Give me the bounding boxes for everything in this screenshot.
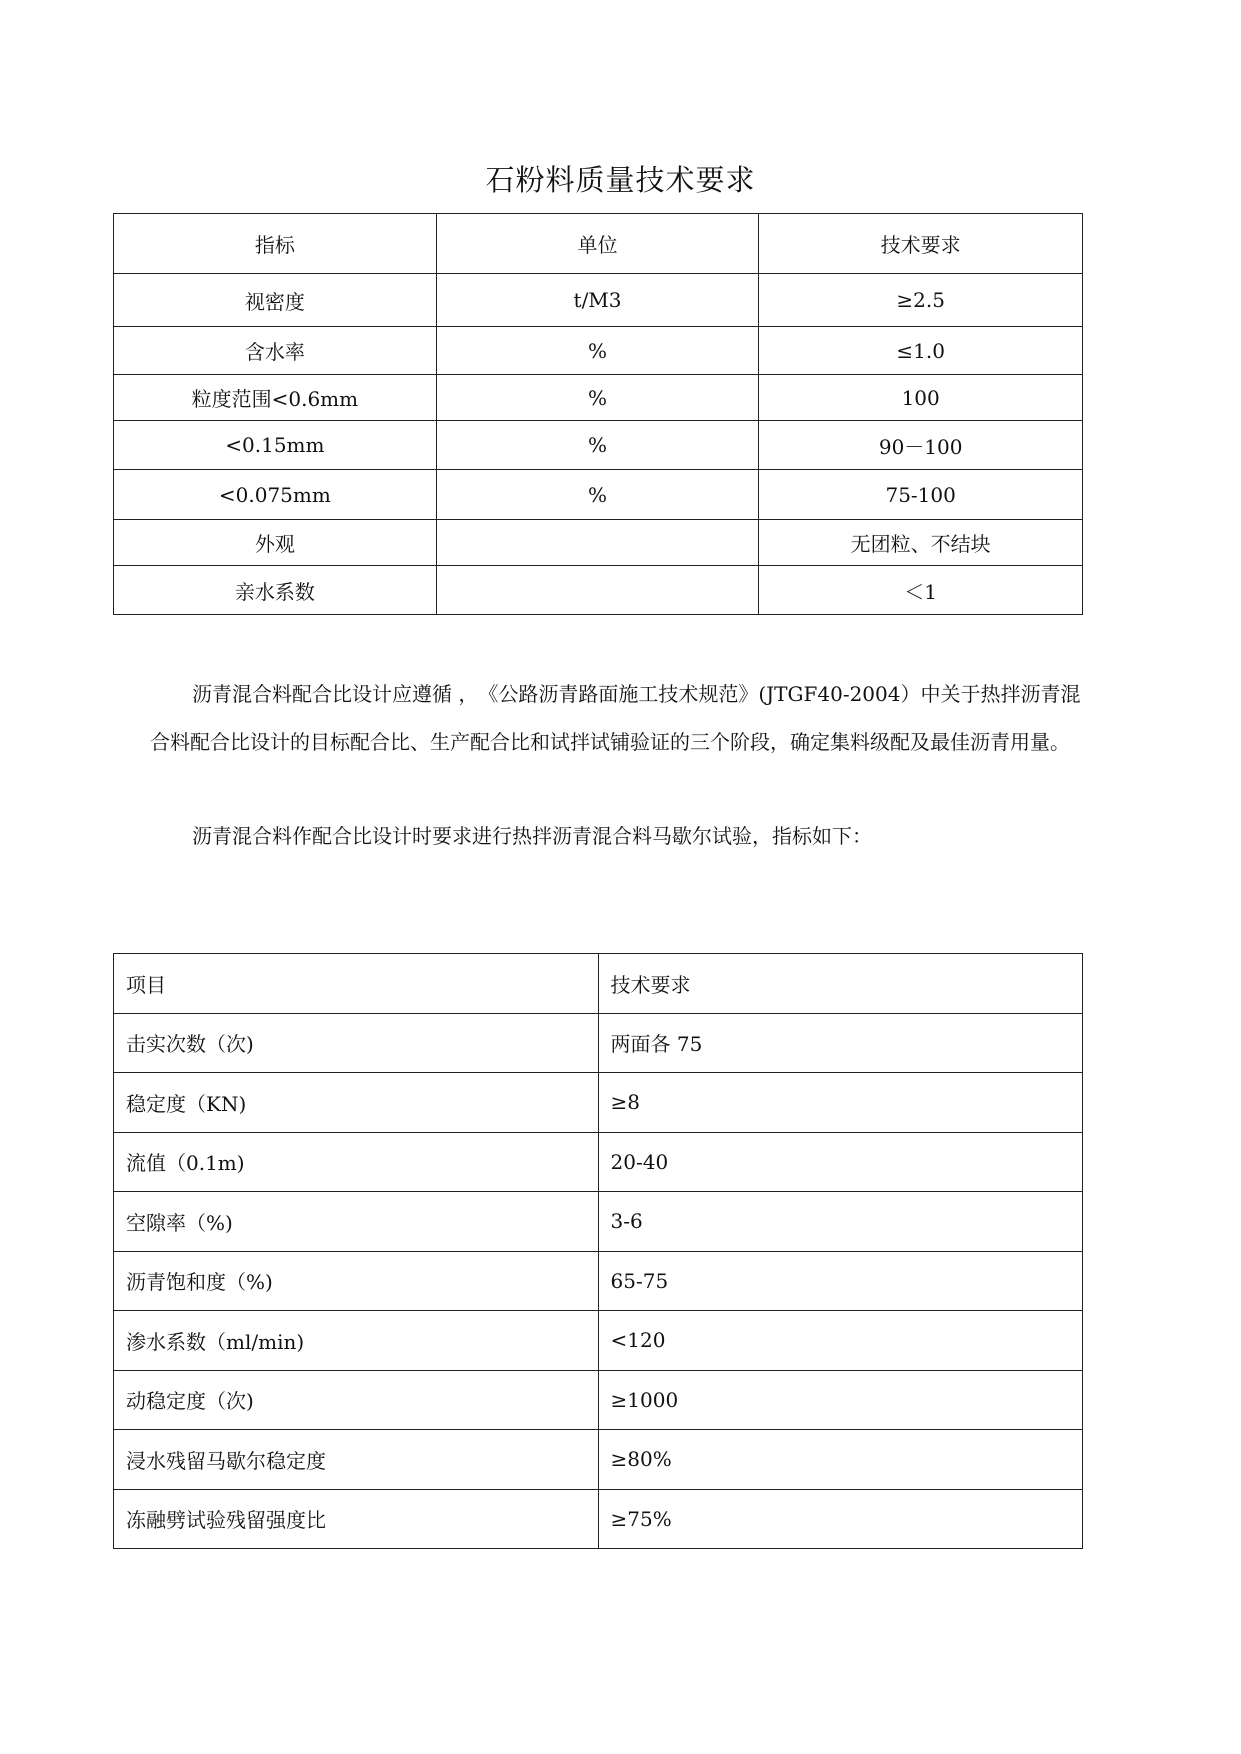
table-row — [114, 375, 1083, 421]
table-cell: 含水率 — [114, 327, 437, 375]
table-cell: 3-6 — [598, 1192, 1082, 1252]
table-cell: % — [436, 327, 759, 375]
table-cell: <0.075mm — [114, 470, 437, 520]
table-cell: ≥8 — [598, 1073, 1082, 1133]
table-cell: ≥80% — [598, 1430, 1082, 1490]
table-cell — [436, 566, 759, 615]
table-cell: 两面各 75 — [598, 1013, 1082, 1073]
table-cell: ≥2.5 — [759, 274, 1083, 327]
body-paragraph: 沥青混合料配合比设计应遵循 ， 《公路沥青路面施工技术规范》(JTGF40-2004）中关于热拌沥青混合料配合比设计的目标配合比、生产配合比和试拌试铺验证的三个阶段，确定集料级配及最佳沥青用量。 — [150, 682, 1081, 754]
table-cell: 沥青饱和度（%) — [114, 1251, 599, 1311]
table-row — [114, 1013, 1083, 1073]
table-row — [114, 421, 1083, 470]
table-cell: 75-100 — [759, 470, 1083, 520]
table-row — [114, 274, 1083, 327]
marshall-test-table — [113, 953, 1083, 1549]
header-cell: 指标 — [114, 214, 437, 274]
table-row — [114, 520, 1083, 566]
table-cell: ≥75% — [598, 1489, 1082, 1549]
table-row — [114, 566, 1083, 615]
body-paragraph: 沥青混合料作配合比设计时要求进行热拌沥青混合料马歇尔试验，指标如下： — [192, 824, 872, 848]
table-cell: 100 — [759, 375, 1083, 421]
document-title: 石粉料质量技术要求 — [485, 163, 756, 197]
header-cell: 单位 — [436, 214, 759, 274]
table-cell: 稳定度（KN) — [114, 1073, 599, 1133]
table-cell: 动稳定度（次) — [114, 1370, 599, 1430]
table-cell: t/M3 — [436, 274, 759, 327]
table-row — [114, 1430, 1083, 1490]
table-cell — [436, 520, 759, 566]
table-row — [114, 470, 1083, 520]
table-cell: 渗水系数（ml/min) — [114, 1311, 599, 1371]
header-cell: 项目 — [114, 954, 599, 1014]
table-row — [114, 1251, 1083, 1311]
table-cell: 冻融劈试验残留强度比 — [114, 1489, 599, 1549]
table-row — [114, 327, 1083, 375]
table-header-row — [114, 954, 1083, 1014]
header-cell: 技术要求 — [598, 954, 1082, 1014]
table-row — [114, 1192, 1083, 1252]
table-cell: 90－100 — [759, 421, 1083, 470]
table-cell: ＜1 — [759, 566, 1083, 615]
table-cell: ≥1000 — [598, 1370, 1082, 1430]
table-cell: 空隙率（%) — [114, 1192, 599, 1252]
table-row — [114, 1489, 1083, 1549]
table-cell: 外观 — [114, 520, 437, 566]
table-cell: 亲水系数 — [114, 566, 437, 615]
table-cell: 粒度范围<0.6mm — [114, 375, 437, 421]
table-cell: 20-40 — [598, 1132, 1082, 1192]
table-cell: 视密度 — [114, 274, 437, 327]
table-row — [114, 1311, 1083, 1371]
table-cell: <0.15mm — [114, 421, 437, 470]
table-cell: % — [436, 470, 759, 520]
stone-powder-spec-table — [113, 213, 1083, 615]
table-cell: % — [436, 375, 759, 421]
table-cell: 无团粒、不结块 — [759, 520, 1083, 566]
table-row — [114, 1132, 1083, 1192]
table-header-row — [114, 214, 1083, 274]
table-row — [114, 1370, 1083, 1430]
table-row — [114, 1073, 1083, 1133]
table-cell: ≤1.0 — [759, 327, 1083, 375]
table-cell: <120 — [598, 1311, 1082, 1371]
header-cell: 技术要求 — [759, 214, 1083, 274]
table-cell: % — [436, 421, 759, 470]
table-cell: 流值（0.1m) — [114, 1132, 599, 1192]
table-cell: 击实次数（次) — [114, 1013, 599, 1073]
table-cell: 浸水残留马歇尔稳定度 — [114, 1430, 599, 1490]
table-cell: 65-75 — [598, 1251, 1082, 1311]
